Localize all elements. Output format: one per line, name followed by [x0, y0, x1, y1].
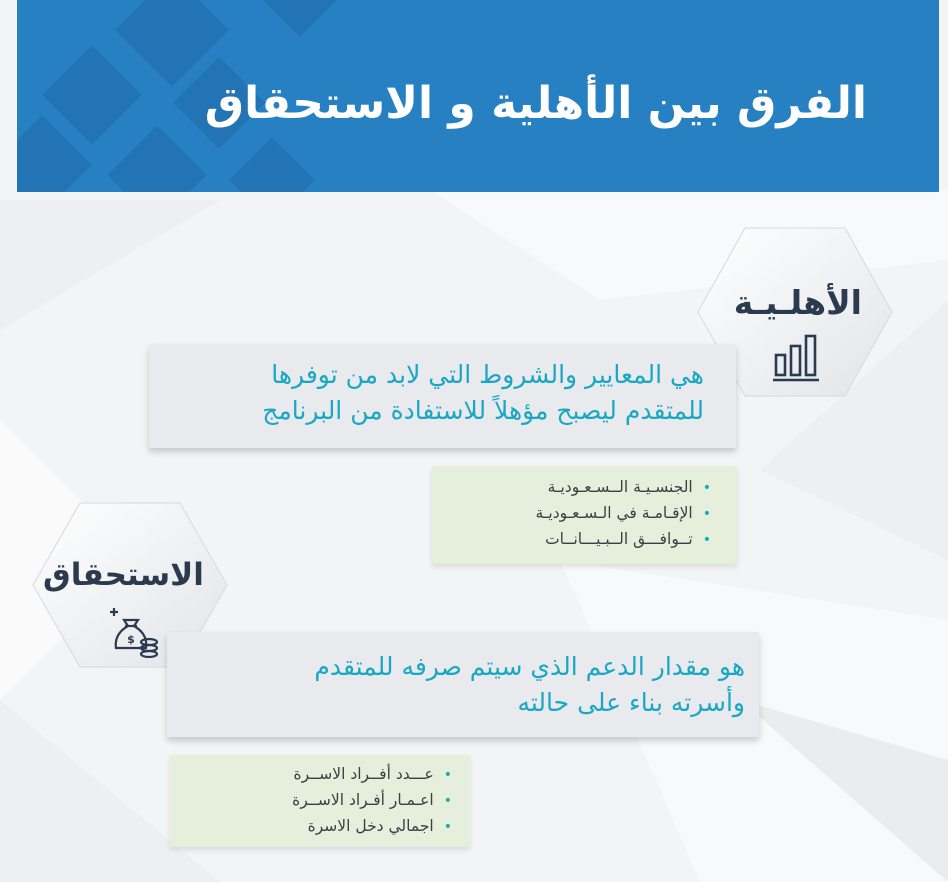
eligibility-definition: [149, 344, 736, 448]
entitlement-definition-line: وأسرته بناء على حالته: [517, 688, 745, 717]
list-item: [170, 762, 452, 788]
entitlement-definition: [167, 632, 759, 737]
list-item: [432, 475, 711, 501]
entitlement-criteria-list: [170, 755, 470, 847]
header-banner: [17, 0, 939, 192]
eligibility-definition-line: هي المعايير والشروط التي لابد من توفرها: [271, 360, 704, 389]
entitlement-title: الاستحقاق: [43, 557, 204, 593]
list-item-text: الإقـامـة في الـسـعـوديـة: [535, 504, 693, 522]
bullet-icon: •: [702, 506, 711, 522]
bar-chart-icon: [772, 333, 820, 383]
bullet-icon: •: [702, 480, 711, 496]
list-item: [170, 814, 452, 840]
list-item-text: الجنسـيـة الــسـعـوديـة: [547, 478, 693, 496]
page-title: الفرق بين الأهلية و الاستحقاق: [204, 78, 867, 129]
list-item: [432, 527, 711, 553]
list-item-text: اجمالي دخل الاسرة: [307, 817, 434, 835]
bullet-icon: •: [702, 532, 711, 548]
list-item-text: عـــدد أفــراد الاســرة: [293, 765, 434, 783]
svg-text:$: $: [127, 633, 135, 646]
money-bag-coins-icon: [108, 606, 160, 658]
eligibility-title: الأهلـيـة: [733, 283, 862, 322]
list-item-text: اعـمـار أفـراد الاســرة: [292, 791, 434, 809]
bullet-icon: •: [443, 793, 452, 809]
entitlement-definition-line: هو مقدار الدعم الذي سيتم صرفه للمتقدم: [314, 652, 745, 681]
list-item: [170, 788, 452, 814]
list-item-text: تــوافـــق الــبـيـــانــات: [545, 530, 693, 548]
eligibility-definition-line: للمتقدم ليصبح مؤهلاً للاستفادة من البرنامج: [262, 396, 704, 425]
bullet-icon: •: [443, 767, 452, 783]
bullet-icon: •: [443, 819, 452, 835]
eligibility-criteria-list: [432, 466, 737, 564]
list-item: [432, 501, 711, 527]
